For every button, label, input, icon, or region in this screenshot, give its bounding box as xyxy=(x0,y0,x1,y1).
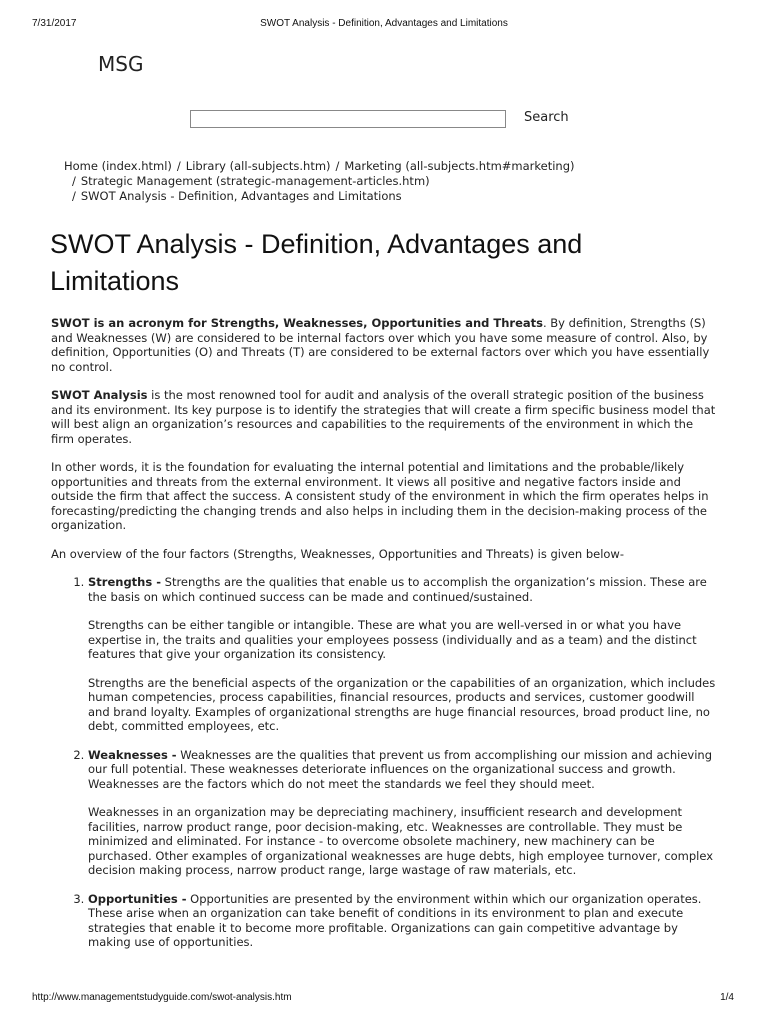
list-item-strengths xyxy=(88,575,716,734)
strengths-heading: Strengths - xyxy=(88,575,161,589)
page-title: SWOT Analysis - Definition, Advantages and Limitations xyxy=(50,229,583,296)
breadcrumb xyxy=(64,159,684,204)
strengths-text-2: Strengths can be either tangible or intangible. These are what you are well-versed in or what you have expertise in, the traits and qualities your employees possess (individually and as a team) and the distinct features that give your organization its consistency. xyxy=(88,618,697,661)
print-footer xyxy=(0,992,768,1006)
overview-paragraph: An overview of the four factors (Strengths, Weaknesses, Opportunities and Threats) is given below- xyxy=(51,546,624,561)
intro-bold: SWOT is an acronym for Strengths, Weaknesses, Opportunities and Threats xyxy=(51,316,543,330)
weaknesses-text-2: Weaknesses in an organization may be depreciating machinery, insufficient research and development facilities, narrow product range, poor decision-making, etc. Weaknesses are controllable. They must be minimized and eliminated. For instance - to overcome obsolete machinery, new machinery can be purchased. Other examples of organizational weaknesses are huge debts, high employee turnover, complex decision making process, narrow product range, large wastage of raw materials, etc. xyxy=(88,805,714,877)
intro-text: . By definition, Strengths (S) and Weaknesses (W) are considered to be internal factors over which you have some measure of control. Also, by definition, Opportunities (O) and Threats (T) are considered to be external factors over which you have essentially no control. xyxy=(51,316,710,374)
swot-analysis-text: is the most renowned tool for audit and analysis of the overall strategic position of the business and its environment. Its key purpose is to identify the strategies that will create a firm specific business model that will best align an organization’s resources and capabilities to the requirements of the environment in which the firm operates. xyxy=(51,388,716,446)
breadcrumb-library[interactable]: Library (all-subjects.htm) xyxy=(185,159,331,173)
print-url: http://www.managementstudyguide.com/swot-analysis.htm xyxy=(32,992,292,1003)
list-item-weaknesses xyxy=(88,748,716,878)
print-doc-title: SWOT Analysis - Definition, Advantages and Limitations xyxy=(260,18,508,29)
breadcrumb-separator: / xyxy=(176,159,181,173)
factors-list xyxy=(51,575,716,950)
print-header xyxy=(0,18,768,32)
opportunities-text: Opportunities are presented by the environment within which our organization operates. These arise when an organization can take benefit of conditions in its environment to plan and execute strategies that enable it to become more profitable. Organizations can gain competitive advantage by making use of opportunities. xyxy=(88,891,702,949)
opportunities-heading: Opportunities - xyxy=(88,891,187,906)
list-item-opportunities xyxy=(88,892,716,950)
search-button[interactable]: Search xyxy=(524,110,569,125)
breadcrumb-current[interactable]: SWOT Analysis - Definition, Advantages and Limitations xyxy=(80,189,402,203)
breadcrumb-marketing[interactable]: Marketing (all-subjects.htm#marketing) xyxy=(344,159,575,173)
strengths-text-3: Strengths are the beneficial aspects of the organization or the capabilities of an organization, which includes human competencies, process capabilities, financial resources, products and services, customer goodwill and brand loyalty. Examples of organizational strengths are huge financial resources, broad product line, no debt, committed employees, etc. xyxy=(88,675,716,733)
breadcrumb-separator: / xyxy=(72,189,76,203)
weaknesses-text: Weaknesses are the qualities that prevent us from accomplishing our mission and achieving our full potential. These weaknesses deteriorate influences on the organizational success and growth. Weaknesses are the factors which do not meet the standards we feel they should meet. xyxy=(88,747,712,791)
swot-analysis-paragraph xyxy=(51,388,716,446)
article-body xyxy=(51,316,716,964)
weaknesses-heading: Weaknesses - xyxy=(88,747,177,762)
print-date: 7/31/2017 xyxy=(32,18,77,29)
breadcrumb-home[interactable]: Home (index.html) xyxy=(64,159,172,173)
print-page-count: 1/4 xyxy=(720,992,734,1003)
search-input[interactable] xyxy=(190,110,506,128)
swot-analysis-bold: SWOT Analysis xyxy=(51,388,148,402)
breadcrumb-separator: / xyxy=(72,174,76,188)
foundation-paragraph: In other words, it is the foundation for evaluating the internal potential and limitations and the probable/likely opportunities and threats from the external environment. It views all positive and negative factors inside and outside the firm that affect the success. A consistent study of the environment in which the firm operates helps in forecasting/predicting the changing trends and also helps in including them in the decision-making process of the organization. xyxy=(51,460,709,532)
site-logo[interactable]: MSG xyxy=(98,52,144,76)
intro-paragraph xyxy=(51,316,716,374)
breadcrumb-strategic-management[interactable]: Strategic Management (strategic-management-articles.htm) xyxy=(80,174,430,188)
breadcrumb-separator: / xyxy=(335,159,340,173)
strengths-text: Strengths are the qualities that enable us to accomplish the organization’s mission. These are the basis on which continued success can be made and continued/sustained. xyxy=(88,575,707,604)
